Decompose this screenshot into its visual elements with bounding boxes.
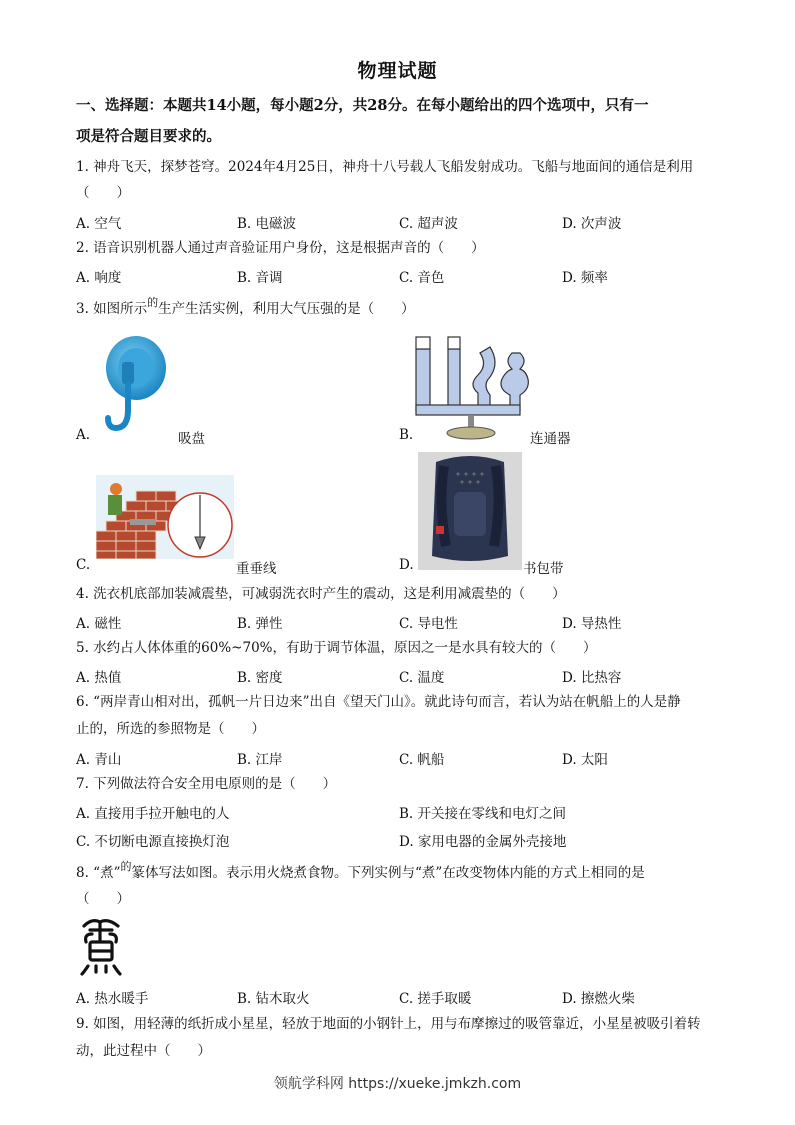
q5-option-c: C. 温度 xyxy=(399,670,445,686)
q8-option-a: A. 热水暖手 xyxy=(76,991,149,1007)
q7-option-d: D. 家用电器的金属外壳接地 xyxy=(399,834,567,850)
q2-option-b: B. 音调 xyxy=(237,270,283,286)
q3-option-d-letter: D. xyxy=(399,557,414,573)
q3-option-b-label: 连通器 xyxy=(530,431,571,447)
section-heading-line2: 项是符合题目要求的。 xyxy=(76,128,221,145)
q8-option-d: D. 擦燃火柴 xyxy=(562,991,635,1007)
q6-option-d: D. 太阳 xyxy=(562,752,608,768)
q5-option-a: A. 热值 xyxy=(76,670,122,686)
q7-stem: 7. 下列做法符合安全用电原则的是（ ） xyxy=(76,776,337,792)
q6-option-b: B. 江岸 xyxy=(237,752,283,768)
q2-option-a: A. 响度 xyxy=(76,270,122,286)
q7-option-a: A. 直接用手拉开触电的人 xyxy=(76,806,230,822)
q6-stem-line2: 止的，所选的参照物是（ ） xyxy=(76,721,265,737)
section-heading-line1: 一、选择题：本题共14小题，每小题2分，共28分。在每小题给出的四个选项中，只有一 xyxy=(76,97,649,114)
backpack-image xyxy=(418,452,522,570)
q3-option-a-letter: A. xyxy=(76,427,91,443)
q3-option-b-letter: B. xyxy=(399,427,414,443)
q9-stem-line1: 9. 如图，用轻薄的纸折成小星星，轻放于地面的小钢针上，用与布摩擦过的吸管靠近，小星星被吸引着转 xyxy=(76,1016,701,1032)
q8-stem-part2: 篆体写法如图。表示用火烧煮食物。下列实例与“煮”在改变物体内能的方式上相同的是 xyxy=(131,865,645,881)
q5-option-d: D. 比热容 xyxy=(562,670,622,686)
q6-stem-line1: 6. “两岸青山相对出，孤帆一片日边来”出自《望天门山》。就此诗句而言，若认为站在帆船上的人是静 xyxy=(76,694,681,710)
q3-stem-superscript: 的 xyxy=(147,296,159,309)
q1-option-a: A. 空气 xyxy=(76,216,122,232)
communicating-vessels-image xyxy=(412,333,530,440)
q4-option-d: D. 导热性 xyxy=(562,616,622,632)
q5-stem: 5. 水约占人体体重的60%~70%，有助于调节体温，原因之一是水具有较大的（ ） xyxy=(76,640,597,656)
q4-option-a: A. 磁性 xyxy=(76,616,122,632)
q1-stem-line1: 1. 神舟飞天，探梦苍穹。2024年4月25日，神舟十八号载人飞船发射成功。飞船与地面间的通信是利用 xyxy=(76,159,694,175)
page-footer: 领航学科网 https://xueke.jmkzh.com xyxy=(273,1076,522,1092)
q1-stem-line2: （ ） xyxy=(76,185,130,201)
q8-option-b: B. 钻木取火 xyxy=(237,991,310,1007)
q2-option-c: C. 音色 xyxy=(399,270,445,286)
page-title: 物理试题 xyxy=(357,60,438,82)
seal-script-zhu-image xyxy=(80,916,122,976)
q8-stem-superscript: 的 xyxy=(120,860,132,873)
q1-option-d: D. 次声波 xyxy=(562,216,622,232)
q4-stem: 4. 洗衣机底部加装减震垫，可减弱洗衣时产生的震动，这是利用减震垫的（ ） xyxy=(76,586,566,602)
suction-cup-image xyxy=(100,332,170,437)
q3-option-a-label: 吸盘 xyxy=(178,431,205,447)
q8-option-c: C. 搓手取暖 xyxy=(399,991,472,1007)
q7-option-c: C. 不切断电源直接换灯泡 xyxy=(76,834,230,850)
q9-stem-line2: 动，此过程中（ ） xyxy=(76,1043,211,1059)
plumb-line-image xyxy=(96,475,234,559)
q4-option-c: C. 导电性 xyxy=(399,616,458,632)
q7-option-b: B. 开关接在零线和电灯之间 xyxy=(399,806,567,822)
q3-option-d-label: 书包带 xyxy=(523,561,564,577)
q3-stem-part1: 3. 如图所示 xyxy=(76,301,148,317)
q5-option-b: B. 密度 xyxy=(237,670,283,686)
q3-option-c-label: 重垂线 xyxy=(236,561,277,577)
q4-option-b: B. 弹性 xyxy=(237,616,283,632)
q8-stem-line1 xyxy=(76,860,645,883)
q6-option-a: A. 青山 xyxy=(76,752,122,768)
q3-stem-part2: 生产生活实例，利用大气压强的是（ ） xyxy=(158,301,415,317)
q6-option-c: C. 帆船 xyxy=(399,752,445,768)
q3-stem xyxy=(76,296,415,319)
q1-option-b: B. 电磁波 xyxy=(237,216,297,232)
q8-stem-part1: 8. “煮” xyxy=(76,865,121,881)
q8-stem-line2: （ ） xyxy=(76,891,130,907)
q3-option-c-letter: C. xyxy=(76,557,91,573)
q1-option-c: C. 超声波 xyxy=(399,216,458,232)
q2-stem: 2. 语音识别机器人通过声音验证用户身份，这是根据声音的（ ） xyxy=(76,240,485,256)
q2-option-d: D. 频率 xyxy=(562,270,608,286)
